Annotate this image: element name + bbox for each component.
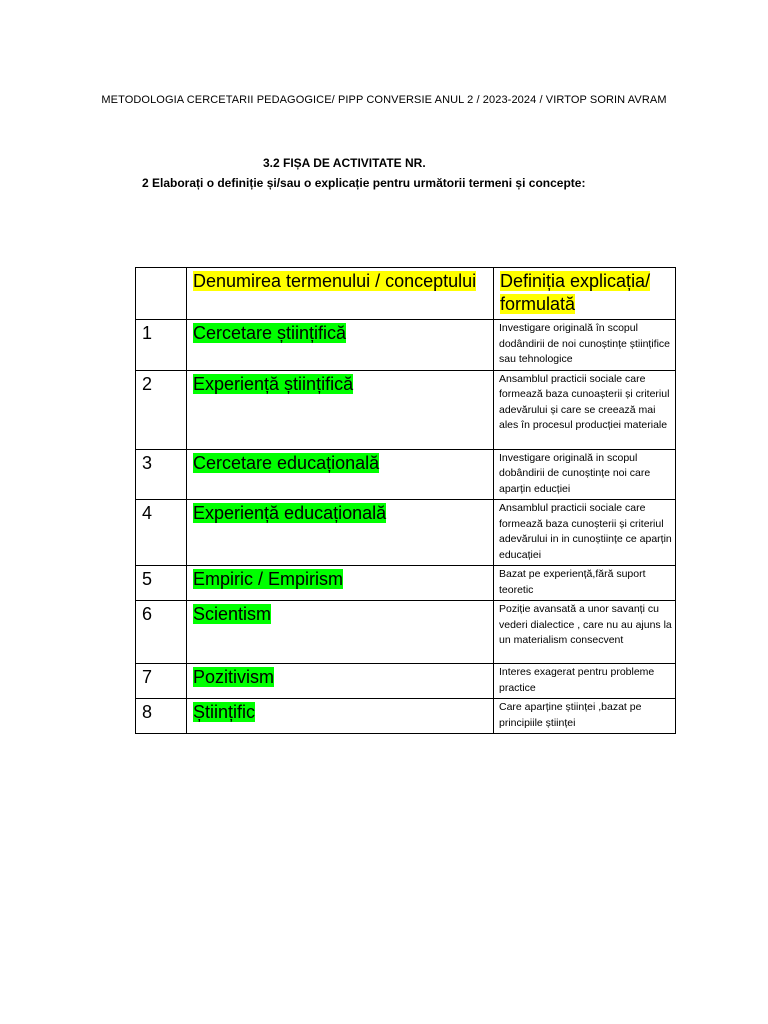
term-cell	[187, 320, 494, 371]
term-label: Cercetare științifică	[193, 323, 347, 343]
header-term-label: Denumirea termenului / conceptului	[193, 271, 477, 291]
row-number: 8	[136, 699, 187, 734]
term-label: Pozitivism	[193, 667, 275, 687]
table-row	[136, 449, 676, 500]
row-number: 4	[136, 500, 187, 566]
definition-cell: Interes exagerat pentru probleme practice	[494, 664, 676, 699]
term-label: Științific	[193, 702, 256, 722]
term-cell	[187, 566, 494, 601]
table-row	[136, 664, 676, 699]
table-row	[136, 320, 676, 371]
definition-cell: Investigare originală in scopul dobândirii de cunoștințe noi care aparțin educției	[494, 449, 676, 500]
header-definition-label: Definiția explicația/ formulată	[500, 271, 651, 314]
table-row	[136, 566, 676, 601]
header-num-cell	[136, 268, 187, 320]
row-number: 6	[136, 601, 187, 664]
header-term-cell	[187, 268, 494, 320]
activity-instruction: 2 Elaborați o definiție și/sau o explicație pentru următorii termeni și concepte:	[142, 176, 586, 190]
row-number: 7	[136, 664, 187, 699]
term-label: Scientism	[193, 604, 272, 624]
definition-cell: Ansamblul practicii sociale care formează baza cunoșterii și criteriul adevărului in in cunoștiințe ce aparțin educației	[494, 500, 676, 566]
term-label: Empiric / Empirism	[193, 569, 344, 589]
header-definition-cell	[494, 268, 676, 320]
table-row	[136, 699, 676, 734]
term-label: Experiență științifică	[193, 373, 354, 394]
definition-cell: Care aparține științei ,bazat pe principiile științei	[494, 699, 676, 734]
definition-cell: Investigare originală în scopul dodândirii de noi cunoștințe științifice sau tehnologice	[494, 320, 676, 371]
term-cell	[187, 699, 494, 734]
term-cell	[187, 500, 494, 566]
row-number: 2	[136, 370, 187, 449]
activity-title: 3.2 FIȘA DE ACTIVITATE NR.	[263, 156, 426, 170]
table-row	[136, 500, 676, 566]
terms-table	[135, 267, 676, 734]
term-cell	[187, 601, 494, 664]
term-cell	[187, 664, 494, 699]
term-cell	[187, 370, 494, 449]
table-header-row	[136, 268, 676, 320]
table-row	[136, 601, 676, 664]
term-label: Experiență educațională	[193, 503, 387, 523]
row-number: 3	[136, 449, 187, 500]
definition-cell: Bazat pe experiență,fără suport teoretic	[494, 566, 676, 601]
row-number: 1	[136, 320, 187, 371]
document-header: METODOLOGIA CERCETARII PEDAGOGICE/ PIPP CONVERSIE ANUL 2 / 2023-2024 / VIRTOP SORIN AVRAM	[101, 94, 667, 106]
term-label: Cercetare educațională	[193, 452, 380, 473]
table-row	[136, 370, 676, 449]
definition-cell: Poziție avansată a unor savanți cu vederi dialectice , care nu au ajuns la un materialism consecvent	[494, 601, 676, 664]
term-cell	[187, 449, 494, 500]
row-number: 5	[136, 566, 187, 601]
definition-cell: Ansamblul practicii sociale care formează baza cunoașterii și criteriul adevărului și care se creează mai ales în procesul producției materiale	[494, 370, 676, 449]
